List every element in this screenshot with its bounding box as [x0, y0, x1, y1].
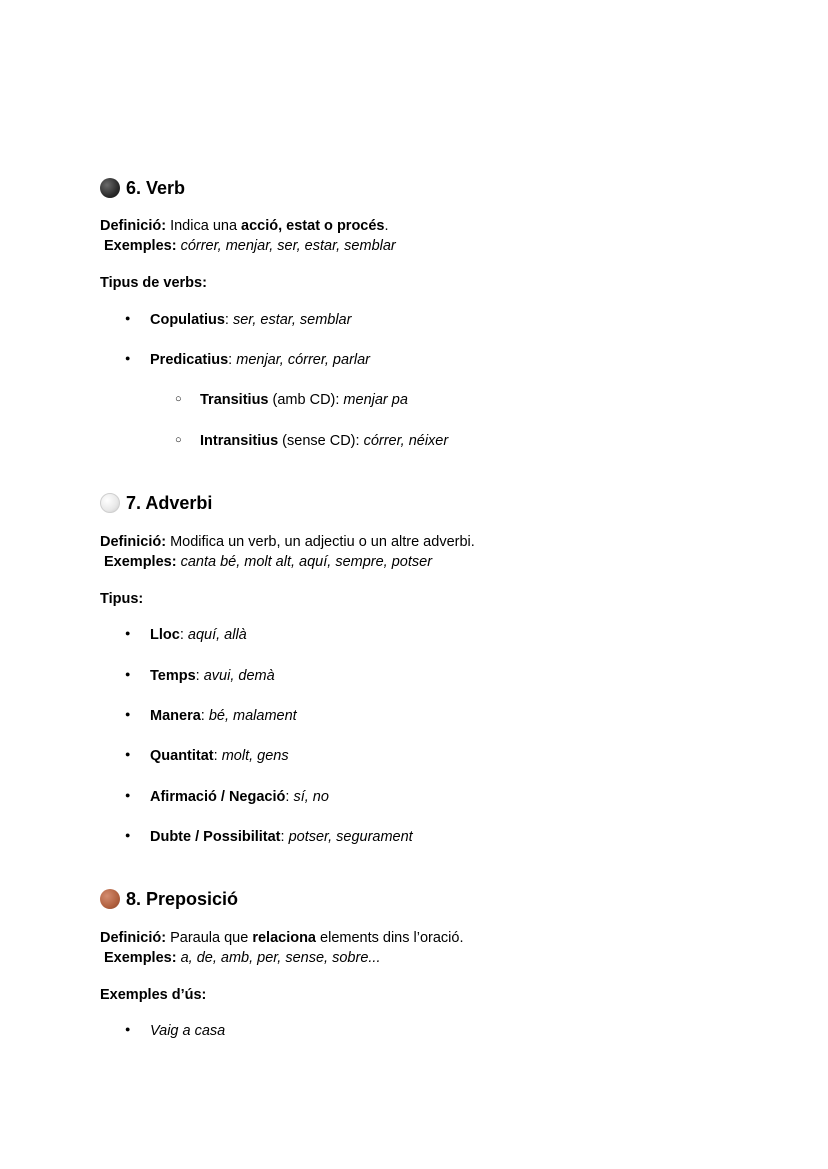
definition-text: Indica una [170, 218, 242, 234]
item-examples: molt, gens [221, 748, 289, 764]
examples-line [100, 552, 780, 572]
types-label: Exemples d’ús: [100, 987, 207, 1003]
bullet-icon [125, 310, 130, 326]
item-sep: : [195, 668, 204, 684]
definition-text: Modifica un verb, un adjectiu o un altre adverbi. [170, 534, 475, 550]
hollow-bullet-icon [175, 390, 182, 406]
item-label: Manera [150, 708, 201, 724]
examples-line [100, 948, 780, 968]
definition-text: Paraula que [170, 930, 253, 946]
item-sep: : [285, 789, 294, 805]
item-label: Quantitat [150, 748, 214, 764]
section-title: 8. Preposició [126, 888, 239, 909]
examples-label: Exemples: [104, 238, 177, 254]
section-preposicio [100, 887, 780, 911]
bullet-icon [125, 827, 130, 843]
list-item [150, 350, 370, 370]
adverbi-definition [100, 532, 780, 572]
item-examples: menjar, córrer, parlar [236, 352, 371, 368]
definition-label: Definició: [100, 534, 167, 550]
list-item [150, 625, 247, 645]
item-sep: : [179, 627, 188, 643]
definition-line [100, 928, 780, 948]
preposicio-definition [100, 928, 780, 968]
list-item [150, 827, 413, 847]
section-title: 6. Verb [126, 177, 186, 198]
brown-circle-icon [100, 889, 120, 909]
item-label: Lloc [150, 627, 180, 643]
sub-list-item [200, 431, 448, 451]
examples-label: Exemples: [104, 950, 177, 966]
item-label: Dubte / Possibilitat [150, 829, 281, 845]
bullet-icon [125, 350, 130, 366]
bullet-icon [125, 666, 130, 682]
verb-types-heading [100, 273, 780, 293]
definition-text-end: . [384, 218, 389, 234]
definition-bold: relaciona [252, 930, 316, 946]
adverbi-types-heading [100, 589, 780, 609]
item-note: (amb CD): [268, 392, 344, 408]
definition-label: Definició: [100, 218, 167, 234]
types-label: Tipus: [100, 591, 144, 607]
definition-line [100, 216, 780, 236]
item-label: Transitius [200, 392, 269, 408]
item-examples: bé, malament [208, 708, 297, 724]
examples-label: Exemples: [104, 554, 177, 570]
black-circle-icon [100, 178, 120, 198]
item-label: Intransitius [200, 433, 279, 449]
item-sep: : [280, 829, 289, 845]
bullet-icon [125, 706, 130, 722]
bullet-icon [125, 1021, 130, 1037]
definition-line [100, 532, 780, 552]
item-sep: : [228, 352, 237, 368]
list-item [150, 746, 289, 766]
types-label: Tipus de verbs: [100, 275, 207, 291]
examples-text: córrer, menjar, ser, estar, semblar [180, 238, 396, 254]
white-circle-icon [100, 493, 120, 513]
item-examples: aquí, allà [187, 627, 247, 643]
list-item [150, 666, 275, 686]
examples-text: a, de, amb, per, sense, sobre... [180, 950, 381, 966]
item-label: Predicatius [150, 352, 229, 368]
item-sep: : [224, 312, 233, 328]
definition-label: Definició: [100, 930, 167, 946]
definition-text-end: elements dins l’oració. [316, 930, 464, 946]
bullet-icon [125, 787, 130, 803]
item-examples: potser, segurament [288, 829, 413, 845]
section-heading [100, 176, 780, 200]
item-label: Temps [150, 668, 196, 684]
bullet-icon [125, 625, 130, 641]
section-heading [100, 887, 780, 911]
sub-list-item [200, 390, 408, 410]
item-examples: Vaig a casa [150, 1023, 226, 1039]
item-label: Copulatius [150, 312, 225, 328]
item-examples: sí, no [293, 789, 329, 805]
examples-text: canta bé, molt alt, aquí, sempre, potser [180, 554, 433, 570]
list-item [150, 310, 351, 330]
item-label: Afirmació / Negació [150, 789, 286, 805]
item-examples: menjar pa [343, 392, 408, 408]
item-examples: avui, demà [203, 668, 275, 684]
section-title: 7. Adverbi [126, 492, 213, 513]
section-adverbi [100, 491, 780, 515]
examples-line [100, 236, 780, 256]
verb-definition [100, 216, 780, 256]
bullet-icon [125, 746, 130, 762]
item-sep: : [200, 708, 209, 724]
preposicio-usage-heading [100, 985, 780, 1005]
definition-bold: acció, estat o procés [241, 218, 385, 234]
item-examples: córrer, néixer [363, 433, 449, 449]
item-examples: ser, estar, semblar [232, 312, 352, 328]
item-note: (sense CD): [278, 433, 364, 449]
list-item [150, 1021, 225, 1041]
list-item [150, 787, 329, 807]
list-item [150, 706, 297, 726]
hollow-bullet-icon [175, 431, 182, 447]
section-heading [100, 491, 780, 515]
item-sep: : [213, 748, 222, 764]
section-verb [100, 176, 780, 200]
